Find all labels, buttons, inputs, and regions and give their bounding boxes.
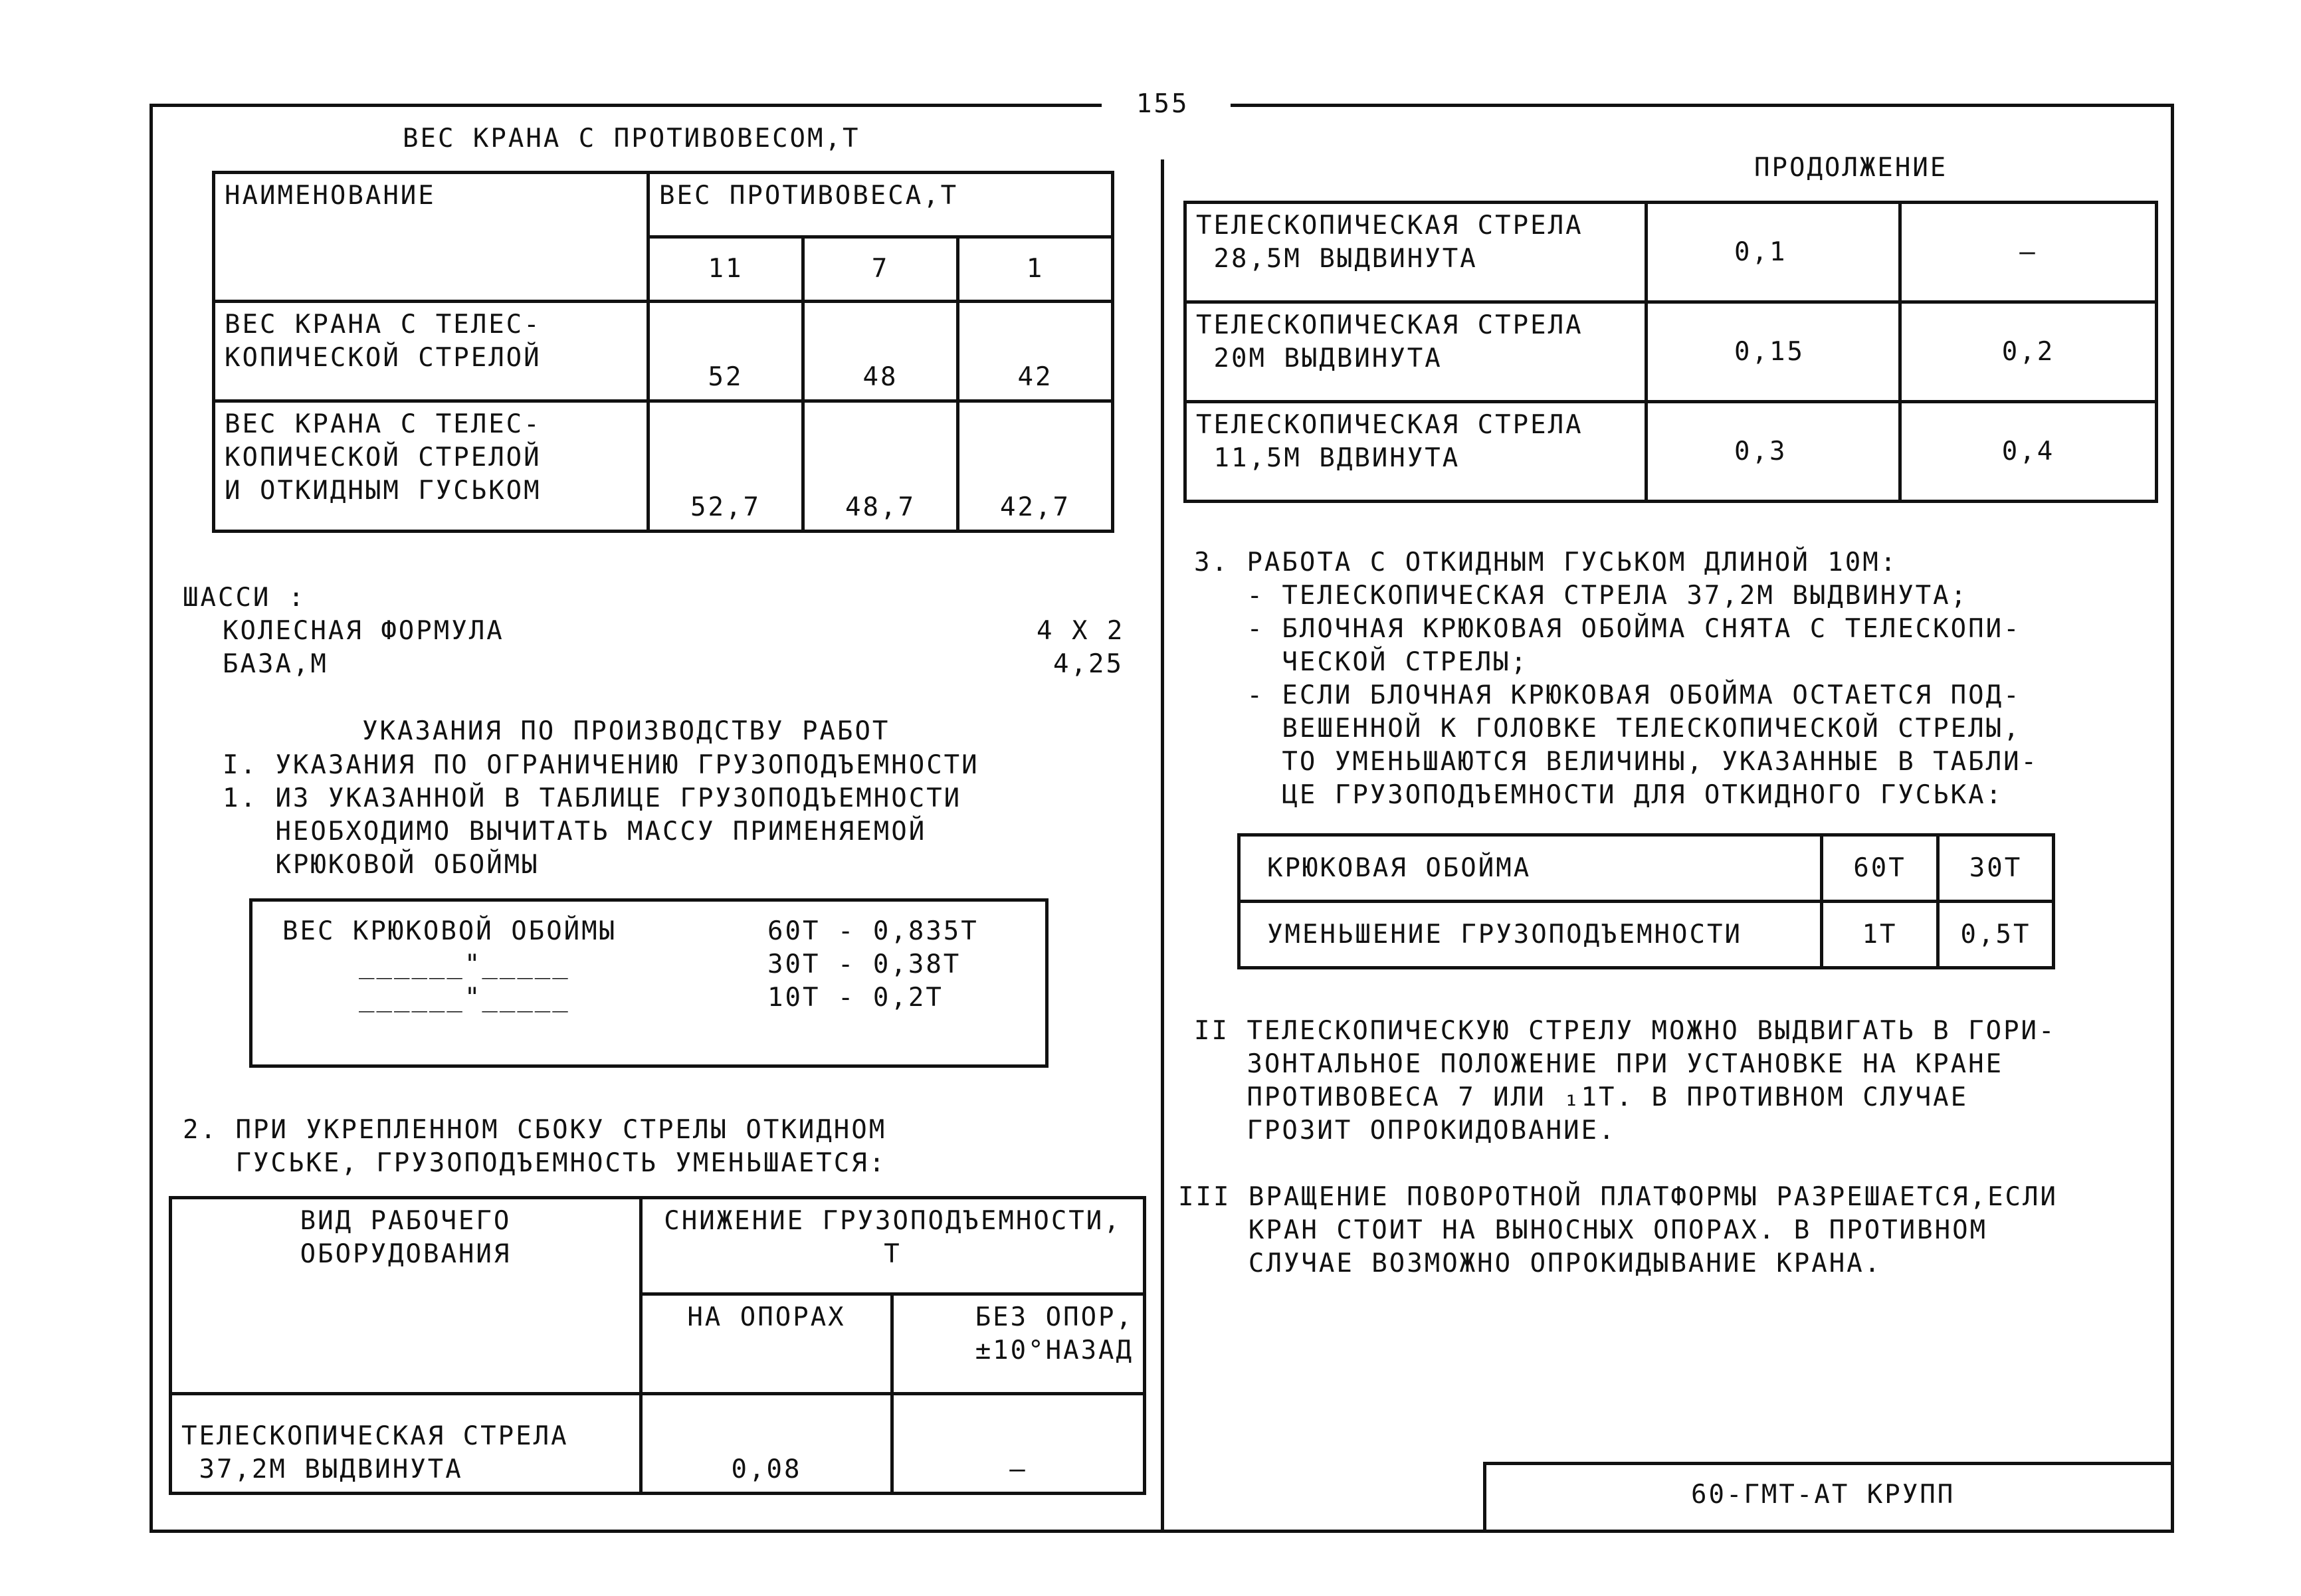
frame-divider <box>1161 159 1164 1533</box>
hook-60t: 60Т <box>1822 835 1938 902</box>
base-label: БАЗА,М <box>223 649 328 679</box>
sub-header-7: 7 <box>803 237 958 302</box>
hook-weight-60: 60Т - 0,835Т <box>767 916 979 946</box>
stamp-text: 60-ГМТ-АТ КРУПП <box>1691 1480 1955 1510</box>
row-name: ТЕЛЕСКОПИЧЕСКАЯ СТРЕЛА 11,5М ВДВИНУТА <box>1185 402 1647 502</box>
col-equipment-header: ВИД РАБОЧЕГО ОБОРУДОВАНИЯ <box>171 1198 641 1394</box>
item-3-text: 3. РАБОТА С ОТКИДНЫМ ГУСЬКОМ ДЛИНОЙ 10М: - ТЕЛЕСКОПИЧЕСКАЯ СТРЕЛА 37,2М ВЫДВИНУТА; - БЛОЧНАЯ КРЮКОВАЯ ОБОЙМА СНЯТА С ТЕЛЕСКОПИ- ЧЕСКОЙ СТРЕЛЫ; - ЕСЛИ БЛОЧНАЯ КРЮКОВАЯ ОБОЙМА ОСТАЕТСЯ ПОД- ВЕШЕННОЙ К ГОЛОВКЕ ТЕЛЕСКОПИЧЕСКОЙ СТРЕЛЫ, ТО УМЕНЬШАЮТСЯ ВЕЛИЧИНЫ, УКАЗАННЫЕ В ТАБЛИ- ЦЕ ГРУЗОПОДЪЕМНОСТИ ДЛЯ ОТКИДНОГО ГУСЬКА: <box>1194 548 2039 810</box>
cell-value: 0,08 <box>641 1394 892 1494</box>
section-1-heading: I. УКАЗАНИЯ ПО ОГРАНИЧЕНИЮ ГРУЗОПОДЪЕМНОСТИ <box>223 750 979 780</box>
col-reduction-header: СНИЖЕНИЕ ГРУЗОПОДЪЕМНОСТИ, Т <box>641 1198 1145 1294</box>
wheel-formula-label: КОЛЕСНАЯ ФОРМУЛА <box>223 616 504 646</box>
row-name: ТЕЛЕСКОПИЧЕСКАЯ СТРЕЛА 28,5М ВЫДВИНУТА <box>1185 203 1647 302</box>
instructions-title: УКАЗАНИЯ ПО ПРОИЗВОДСТВУ РАБОТ <box>362 716 890 746</box>
base-value: 4,25 <box>1053 649 1124 679</box>
table-row <box>171 1394 1145 1494</box>
cell-value: 0,3 <box>1647 402 1900 502</box>
cell-value: 42 <box>958 302 1113 401</box>
cell-value: 0,2 <box>1900 302 2157 402</box>
reduction-1t: 1Т <box>1822 902 1938 968</box>
cell-value: 0,1 <box>1647 203 1900 302</box>
cell-value: 0,4 <box>1900 402 2157 502</box>
frame-left <box>150 104 153 1533</box>
section-2-text: II ТЕЛЕСКОПИЧЕСКУЮ СТРЕЛУ МОЖНО ВЫДВИГАТЬ В ГОРИ- ЗОНТАЛЬНОЕ ПОЛОЖЕНИЕ ПРИ УСТАНОВКЕ НА КРАНЕ ПРОТИВОВЕСА 7 ИЛИ ₁1Т. В ПРОТИВНОМ СЛУЧАЕ ГРОЗИТ ОПРОКИДОВАНИЕ. <box>1194 1016 2056 1146</box>
sub-header-1: 1 <box>958 237 1113 302</box>
cell-value: — <box>1900 203 2157 302</box>
table-row <box>1185 203 2157 302</box>
frame-top-right <box>1231 104 2174 107</box>
sub-header-11: 11 <box>649 237 803 302</box>
hook-reduction-table <box>1237 833 2055 969</box>
col-group-header: ВЕС ПРОТИВОВЕСА,Т <box>649 173 1113 237</box>
row-name: ВЕС КРАНА С ТЕЛЕС- КОПИЧЕСКОЙ СТРЕЛОЙ <box>214 302 649 401</box>
reduction-05t: 0,5Т <box>1938 902 2054 968</box>
table-row <box>214 401 1113 532</box>
chassis-title: ШАССИ : <box>183 583 306 613</box>
weight-table <box>212 171 1114 533</box>
cell-value: — <box>892 1394 1145 1494</box>
section-3-text: III ВРАЩЕНИЕ ПОВОРОТНОЙ ПЛАТФОРМЫ РАЗРЕШАЕТСЯ,ЕСЛИ КРАН СТОИТ НА ВЫНОСНЫХ ОПОРАХ. В ПРОТИВНОМ СЛУЧАЕ ВОЗМОЖНО ОПРОКИДЫВАНИЕ КРАНА. <box>1178 1182 2058 1278</box>
cell-value: 52,7 <box>649 401 803 532</box>
row-name: ВЕС КРАНА С ТЕЛЕС- КОПИЧЕСКОЙ СТРЕЛОЙ И ОТКИДНЫМ ГУСЬКОМ <box>214 401 649 532</box>
hook-row-label: КРЮКОВАЯ ОБОЙМА <box>1239 835 1822 902</box>
hook-weight-label: ВЕС КРЮКОВОЙ ОБОЙМЫ <box>282 916 617 946</box>
row-name: ТЕЛЕСКОПИЧЕСКАЯ СТРЕЛА 20М ВЫДВИНУТА <box>1185 302 1647 402</box>
hook-ditto-2: ______"_____ <box>359 983 570 1013</box>
item-2-text: 2. ПРИ УКРЕПЛЕННОМ СБОКУ СТРЕЛЫ ОТКИДНОМ ГУСЬКЕ, ГРУЗОПОДЪЕМНОСТЬ УМЕНЬШАЕТСЯ: <box>183 1115 887 1178</box>
sub-header-on-supports: НА ОПОРАХ <box>641 1294 892 1394</box>
cell-value: 48,7 <box>803 401 958 532</box>
hook-ditto-1: ______"_____ <box>359 949 570 979</box>
item-1-text: 1. ИЗ УКАЗАННОЙ В ТАБЛИЦЕ ГРУЗОПОДЪЕМНОСТИ НЕОБХОДИМО ВЫЧИТАТЬ МАССУ ПРИМЕНЯЕМОЙ КРЮКОВОЙ ОБОЙМЫ <box>223 783 962 880</box>
continuation-label: ПРОДОЛЖЕНИЕ <box>1754 153 1948 183</box>
reduction-row-label: УМЕНЬШЕНИЕ ГРУЗОПОДЪЕМНОСТИ <box>1239 902 1822 968</box>
frame-top-left <box>150 104 1102 107</box>
wheel-formula-value: 4 Х 2 <box>1037 616 1125 646</box>
table-row <box>1185 402 2157 502</box>
frame-right <box>2171 104 2174 1533</box>
table-row <box>214 302 1113 401</box>
row-name: ТЕЛЕСКОПИЧЕСКАЯ СТРЕЛА 37,2М ВЫДВИНУТА <box>171 1394 641 1494</box>
table-row <box>1185 302 2157 402</box>
continuation-table <box>1183 201 2158 503</box>
hook-weight-10: 10Т - 0,2Т <box>767 983 944 1013</box>
sub-header-no-supports: БЕЗ ОПОР, ±10°НАЗАД <box>892 1294 1145 1394</box>
cell-value: 0,15 <box>1647 302 1900 402</box>
weight-title: ВЕС КРАНА С ПРОТИВОВЕСОМ,Т <box>403 124 860 153</box>
page-number: 155 <box>1136 89 1189 119</box>
cell-value: 52 <box>649 302 803 401</box>
hook-30t: 30Т <box>1938 835 2054 902</box>
cell-value: 42,7 <box>958 401 1113 532</box>
reduction-table <box>169 1196 1146 1495</box>
col-name-header: НАИМЕНОВАНИЕ <box>214 173 649 302</box>
hook-weight-30: 30Т - 0,38Т <box>767 949 961 979</box>
cell-value: 48 <box>803 302 958 401</box>
